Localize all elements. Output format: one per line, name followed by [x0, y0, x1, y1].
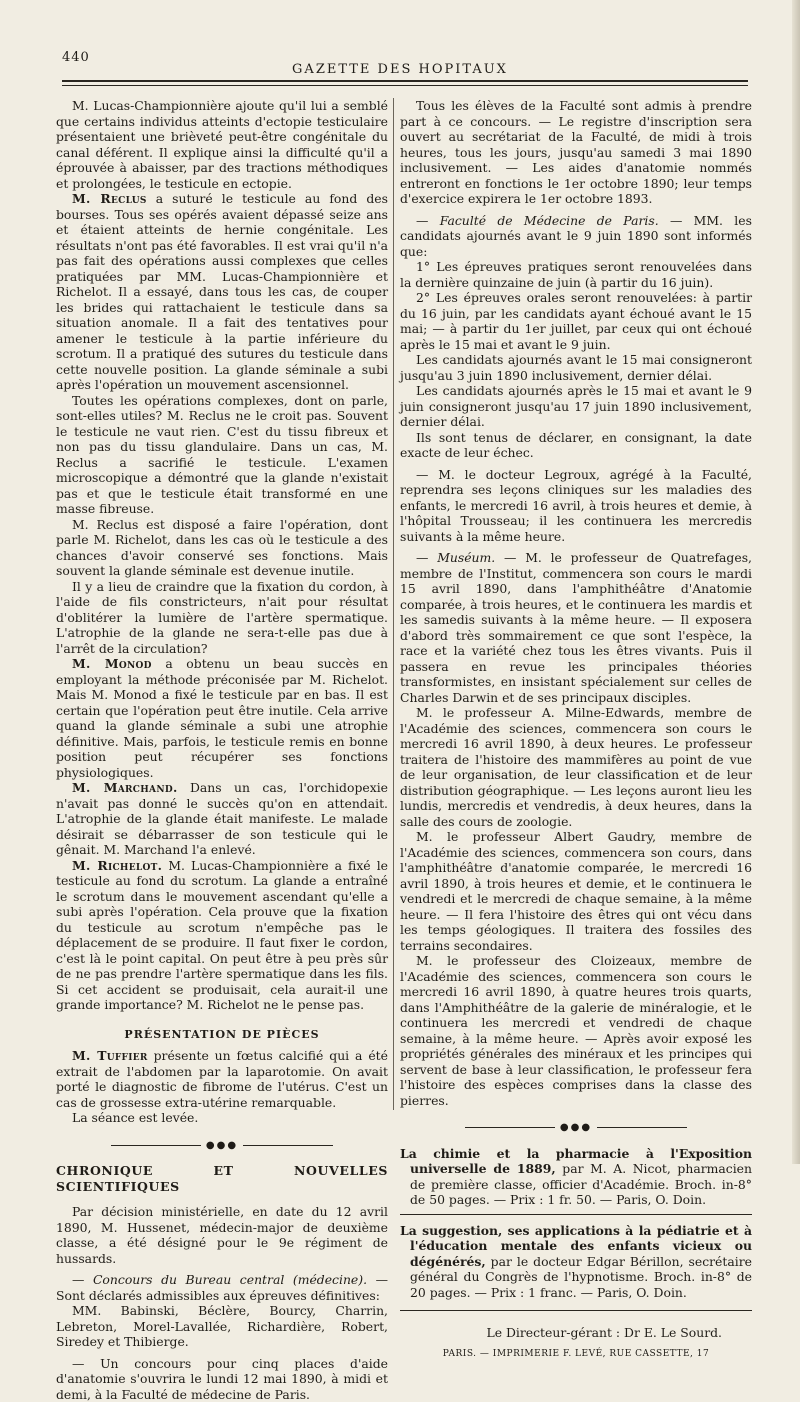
ornament-divider: ●●● [400, 1120, 752, 1136]
header-rule-thick [62, 80, 748, 82]
paragraph: Il y a lieu de craindre que la fixation du cordon, à l'aide de fils constricteurs, n'ait pour résultat d'oblitérer la lumière de l'artère spermatique. L'atrophie de la glande ne sera-t-elle pas due à l'arrêt de la circulation? [56, 579, 388, 657]
italic-title: Faculté de Médecine de Paris. [440, 213, 659, 228]
paragraph [56, 1048, 388, 1110]
ornament-divider: ●●● [56, 1138, 388, 1154]
book-details: par le docteur Edgar Bérillon, secrétaire général du Congrès de l'hypnotisme. Broch. in-8° de 20 pages. — Prix : 1 franc. — Paris, O. Doin. [410, 1254, 752, 1300]
section-heading: PRÉSENTATION DE PIÈCES [56, 1027, 388, 1043]
paragraph-text: — Sont déclarés admissibles aux épreuves définitives: [56, 1272, 388, 1303]
paragraph-text: — MM. les candidats ajournés avant le 9 juin 1890 sont informés que: [400, 213, 752, 259]
signature-rule [400, 1310, 752, 1311]
page-number: 440 [62, 50, 90, 65]
right-column [400, 98, 752, 1362]
page-edge [792, 0, 800, 1164]
paragraph-text: présente un fœtus calcifié qui a été extrait de l'abdomen par la laparotomie. On avait porté le diagnostic de fibrome de l'utérus. C'est un cas de grossesse extra-utérine remarquable. [56, 1048, 388, 1110]
column-rule [393, 98, 394, 1110]
divider [400, 1214, 752, 1215]
italic-title: Muséum. [437, 550, 495, 565]
speaker-name: M. Marchand. [72, 780, 178, 795]
paragraph-text: a suturé le testicule au fond des bourses. Tous ses opérés avaient dépassé seize ans et étaient atteints de hernie congénitale. Les résultats n'ont pas été favorables. Il est vrai qu'il n'a pas fait des opérations aussi complexes que celles pratiquées par MM. Lucas-Championnière et Richelot. Il a essayé, dans tous les cas, de couper les brides qui rattachaient le testicule dans sa situation anomale. Il a fait des tentatives pour amener le testicule à la partie inférieure du scrotum. Il a pratiqué des sutures du testicule dans cette nouvelle position. La glande séminale a subi après l'opération un mouvement ascensionnel. [56, 191, 388, 392]
book-notice [400, 1223, 752, 1301]
paragraph: La séance est levée. [56, 1110, 388, 1126]
left-column [56, 98, 388, 1402]
book-title: La chimie et la pharmacie à l'Exposition universelle de 1889, [400, 1146, 752, 1177]
paragraph: — M. le docteur Legroux, agrégé à la Faculté, reprendra ses leçons cliniques sur les maladies des enfants, le mercredi 16 avril, à trois heures et demie, à l'hôpital Trousseau; il les continuera les mercredis suivants à la même heure. [400, 467, 752, 545]
paragraph-text: Dans un cas, l'orchidopexie n'avait pas donné le succès qu'on en attendait. L'atrophie de la glande était manifeste. Le malade désirait se débarrasser de son testicule qui le gênait. M. Marchand l'a enlevé. [56, 780, 388, 857]
paragraph: 2° Les épreuves orales seront renouvelées: à partir du 16 juin, par les candidats ayant échoué avant le 15 mai; — à partir du 1er juillet, par ceux qui ont échoué après le 15 mai et avant le 9 juin. [400, 290, 752, 352]
paragraph: — Concours du Bureau central (médecine). — Sont déclarés admissibles aux épreuves définitives: [56, 1272, 388, 1303]
paragraph: Toutes les opérations complexes, dont on parle, sont-elles utiles? M. Reclus ne le croit pas. Souvent le testicule ne vaut rien. C'est du tissu fibreux et non pas du tissu glandulaire. Dans un cas, M. Reclus a sacrifié le testicule. L'examen microscopique a démontré que la glande n'existait pas et que le testicule était transformé en une masse fibreuse. [56, 393, 388, 517]
paragraph: 1° Les épreuves pratiques seront renouvelées dans la dernière quinzaine de juin (à partir du 16 juin). [400, 259, 752, 290]
paragraph: Les candidats ajournés après le 15 mai et avant le 9 juin consigneront jusqu'au 17 juin 1890 inclusivement, dernier délai. [400, 383, 752, 430]
paragraph: M. le professeur Albert Gaudry, membre de l'Académie des sciences, commencera son cours, dans l'amphithéâtre d'anatomie comparée, le mercredi 16 avril 1890, à trois heures et demie, et le continuera le vendredi et le mercredi de chaque semaine, à la même heure. — Il fera l'histoire des êtres qui ont vécu dans les temps géologiques. Il traitera des fossiles des terrains secondaires. [400, 829, 752, 953]
paragraph: Tous les élèves de la Faculté sont admis à prendre part à ce concours. — Le registre d'inscription sera ouvert au secrétariat de la Faculté, de midi à trois heures, tous les jours, jusqu'au samedi 3 mai 1890 inclusivement. — Les aides d'anatomie nommés entreront en fonctions le 1er octobre 1890; leur temps d'exercice expirera le 1er octobre 1893. [400, 98, 752, 207]
speaker-name: M. Tuffier [72, 1048, 148, 1063]
paragraph: M. le professeur des Cloizeaux, membre de l'Académie des sciences, commencera son cours le mercredi 16 avril 1890, à quatre heures trois quarts, dans l'Amphithéâtre de la galerie de minéralogie, et le continuera les mercredi et vendredi de chaque semaine, à la même heure. — Après avoir exposé les propriétés générales des minéraux et les principes qui servent de base à leur classification, le professeur fera l'histoire des espèces comprises dans la classe des pierres. [400, 953, 752, 1108]
paragraph: Ils sont tenus de déclarer, en consignant, la date exacte de leur échec. [400, 430, 752, 461]
paragraph: — Muséum. — M. le professeur de Quatrefages, membre de l'Institut, commencera son cours le mardi 15 avril 1890, dans l'amphithéâtre d'Anatomie comparée, à trois heures, et le continuera les mardis et les samedis suivants à la même heure. — Il exposera d'abord très sommairement ce que sont l'espèce, la race et la variété chez tous les êtres vivants. Puis il passera en revue les principales théories transformistes, en insistant spécialement sur celles de Charles Darwin et de ses principaux disciples. [400, 550, 752, 705]
paragraph: Les candidats ajournés avant le 15 mai consigneront jusqu'au 3 juin 1890 inclusivement, dernier délai. [400, 352, 752, 383]
paragraph-text: a obtenu un beau succès en employant la méthode préconisée par M. Richelot. Mais M. Monod a fixé le testicule par en bas. Il est certain que l'opération peut être inutile. Cela arrive quand la glande séminale a subi une atrophie définitive. Mais, parfois, le testicule remis en bonne position peut récupérer ses fonctions physiologiques. [56, 656, 388, 780]
paragraph: M. Reclus est disposé a faire l'opération, dont parle M. Richelot, dans les cas où le testicule a des chances d'avoir conservé ses fonctions. Mais souvent la glande séminale est devenue inutile. [56, 517, 388, 579]
paragraph [56, 656, 388, 780]
paragraph: — Un concours pour cinq places d'aide d'anatomie s'ouvrira le lundi 12 mai 1890, à midi et demi, à la Faculté de médecine de Paris. [56, 1356, 388, 1402]
speaker-name: M. Reclus [72, 191, 147, 206]
italic-title: Concours du Bureau central (médecine). [93, 1272, 367, 1287]
paragraph [56, 858, 388, 1013]
section-heading: CHRONIQUE ET NOUVELLES SCIENTIFIQUES [56, 1163, 388, 1194]
paragraph: MM. Babinski, Béclère, Bourcy, Charrin, Lebreton, Morel-Lavallée, Richardière, Robert, Siredey et Thibierge. [56, 1303, 388, 1350]
paragraph [56, 780, 388, 858]
speaker-name: M. Richelot. [72, 858, 162, 873]
paragraph: M. le professeur A. Milne-Edwards, membre de l'Académie des sciences, commencera son cours le mercredi 16 avril 1890, à deux heures. Le professeur traitera de l'histoire des mammifères au point de vue de leur organisation, de leur classification et de leur distribution géographique. — Les leçons auront lieu les lundis, mercredis et vendredis, à deux heures, dans la salle des cours de zoologie. [400, 705, 752, 829]
paragraph: M. Lucas-Championnière ajoute qu'il lui a semblé que certains individus atteints d'ectopie testiculaire présentaient une brièveté peut-être congénitale du canal déférent. Il explique ainsi la difficulté qu'il a éprouvée à abaisser, par des tractions méthodiques et prolongées, le testicule en ectopie. [56, 98, 388, 191]
book-notice [400, 1146, 752, 1208]
header-rule-thin [62, 85, 748, 86]
paragraph [56, 191, 388, 393]
speaker-name: M. Monod [72, 656, 152, 671]
paragraph-text: — M. le professeur de Quatrefages, membre de l'Institut, commencera son cours le mardi 15 avril 1890, dans l'amphithéâtre d'Anatomie comparée, à trois heures, et le continuera les mardis et les samedis suivants à la même heure. — Il exposera d'abord très sommairement ce que sont l'espèce, la race et la variété chez tous les êtres vivants. Puis il passera en revue les principales théories transformistes, en insistant spécialement sur celles de Charles Darwin et de ses principaux disciples. [400, 550, 752, 705]
book-details: par M. A. Nicot, pharmacien de première classe, officier d'Académie. Broch. in-8° de 50 pages. — Prix : 1 fr. 50. — Paris, O. Doin. [410, 1161, 752, 1207]
paragraph: Par décision ministérielle, en date du 12 avril 1890, M. Hussenet, médecin-major de deuxième classe, a été désigné pour le 9e régiment de hussards. [56, 1204, 388, 1266]
running-title: GAZETTE DES HOPITAUX [0, 62, 800, 77]
director-signature: Le Directeur-gérant : Dr E. Le Sourd. [400, 1325, 752, 1341]
printer-imprint: PARIS. — IMPRIMERIE F. LEVÉ, RUE CASSETTE, 17 [400, 1347, 752, 1363]
paragraph-text: M. Lucas-Championnière a fixé le testicule au fond du scrotum. La glande a entraîné le scrotum dans le mouvement ascendant qu'elle a subi après l'opération. Cela prouve que la fixation du testicule au scrotum n'empêche pas le déplacement de se produire. Il faut fixer le cordon, c'est là le point capital. On peut être à peu près sûr de ne pas prendre l'artère spermatique dans les fils. Si cet accident se produisait, cela aurait-il une grande importance? M. Richelot ne le pense pas. [56, 858, 388, 1013]
paragraph: — Faculté de Médecine de Paris. — MM. les candidats ajournés avant le 9 juin 1890 sont informés que: [400, 213, 752, 260]
book-title: La suggestion, ses applications à la pédiatrie et à l'éducation mentale des enfants vicieux ou dégénérés, [400, 1223, 752, 1269]
